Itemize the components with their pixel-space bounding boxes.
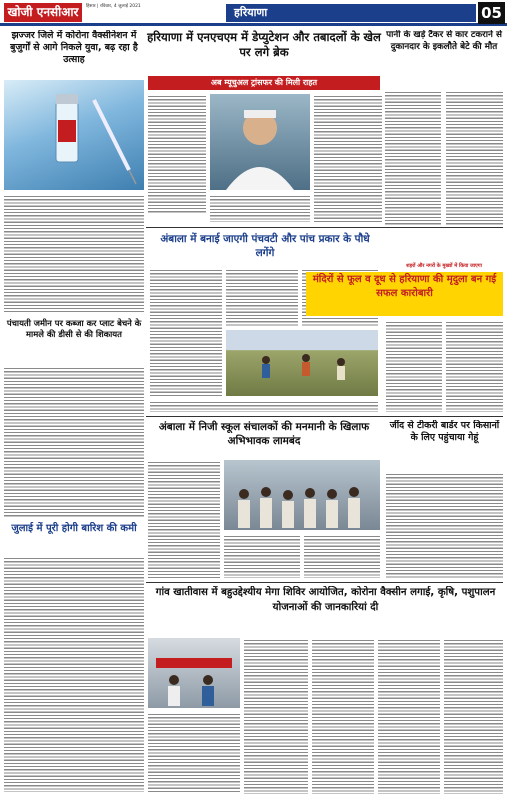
crowd-photo: [224, 460, 380, 530]
schools-body-col3: [304, 534, 380, 578]
temple-fertilizer-headline: मंदिरों से फूल व दूध से हरियाणा की मृदुला बन गई सफल कारोबारी: [306, 272, 503, 316]
section-title: हरियाणा: [226, 4, 476, 22]
schools-body-col1: [148, 460, 220, 578]
covid-vaccine-headline: झज्जर जिले में कोरोना वैक्सीनेशन में बुजुर्गों से आगे निकले युवा, बढ़ रहा है उत्साह: [10, 30, 138, 65]
water-tanker-body-col1: [385, 90, 441, 225]
panchvati-body-col1: [150, 268, 222, 396]
newspaper-logo: खोजी एनसीआर: [4, 3, 82, 22]
divider: [146, 582, 503, 583]
person-silhouette-icon: [210, 94, 310, 190]
tikri-border-headline: जींद से टीकरी बार्डर पर किसानों के लिए पहुंचाया गेहूं: [389, 420, 500, 443]
camp-body-col5: [444, 638, 503, 794]
private-schools-headline: अंबाला में निजी स्कूल संचालकों की मनमानी के खिलाफ अभिभावक लामबंद: [158, 421, 370, 447]
vaccine-photo: [4, 80, 144, 190]
camp-body-col4: [378, 638, 440, 794]
page-number: 05: [478, 2, 505, 24]
panchayat-body: [4, 366, 144, 518]
temple-body-col1: [386, 320, 442, 412]
panchayat-land-headline: पंचायती जमीन पर कब्जा कर प्लाट बेचने के मामले की डीसी से की शिकायत: [6, 318, 142, 339]
deputation-subheadline: अब म्यूचुअल ट्रांसफर की मिली राहत: [148, 76, 380, 90]
workers-in-field-icon: [226, 330, 378, 396]
july-rain-body: [4, 556, 144, 792]
panchvati-body-col2: [226, 268, 298, 326]
temple-kicker: शहरों और नगरों के मुख्यों में किया जाएगा: [406, 263, 482, 269]
khatiwas-camp-headline: गांव खातीवास में बहुउद्देश्यीय मेगा शिविर आयोजित, कोरोना वैक्सीन लगाई, कृषि, पशुपालन योजनाओं की जानकारियां दी: [155, 587, 496, 613]
divider: [146, 227, 503, 228]
panchvati-body-bottom: [150, 400, 378, 412]
minister-photo: [210, 94, 310, 190]
camp-photo: [148, 638, 240, 708]
vaccine-body-text: [4, 194, 144, 312]
dateline: हिसार | रविवार, 4 जुलाई 2021: [86, 4, 141, 9]
crowd-people-icon: [224, 460, 380, 530]
july-rain-headline: जुलाई में पूरी होगी बारिश की कमी: [11, 523, 137, 534]
health-camp-icon: [148, 638, 240, 708]
camp-body-col3: [312, 638, 374, 794]
water-tanker-headline: पानी के खड़े टैंकर से कार टकराने से दुकानदार के इकलौते बेटे की मौत: [386, 30, 502, 52]
temple-body-col2: [446, 320, 503, 412]
tikri-body: [386, 472, 503, 578]
ambala-panchvati-headline: अंबाला में बनाई जाएगी पंचवटी और पांच प्रकार के पौधे लगेंगे: [160, 233, 370, 259]
field-photo: [226, 330, 378, 396]
deputation-body-col2: [210, 194, 310, 222]
deputation-body-col3: [314, 94, 382, 224]
deputation-body-col1: [148, 94, 206, 214]
divider: [146, 416, 503, 417]
schools-body-col2: [224, 534, 300, 578]
deputation-headline: हरियाणा में एनएचएम में डेप्युटेशन और तबादलों के खेल पर लगे ब्रेक: [147, 30, 381, 59]
vaccine-vial-icon: [4, 80, 144, 190]
water-tanker-body-col2: [446, 90, 503, 225]
camp-body-col2: [244, 638, 308, 794]
camp-body-col1: [148, 712, 240, 794]
